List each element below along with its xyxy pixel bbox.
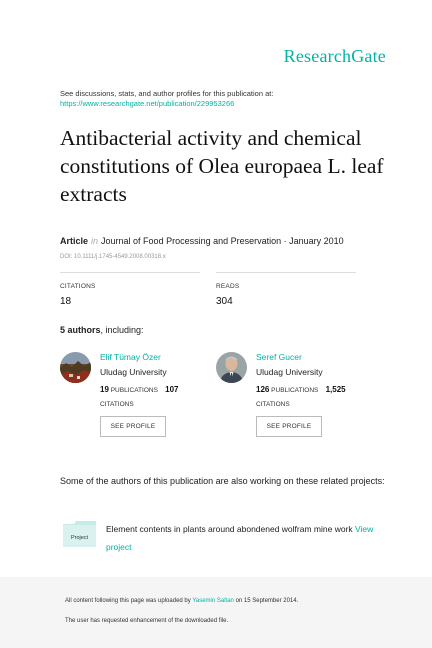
authors-suffix: , including: (100, 325, 144, 335)
see-profile-button[interactable]: SEE PROFILE (256, 416, 322, 437)
upload-note (65, 598, 298, 604)
in-word: in (91, 236, 99, 246)
enhancement-note: The user has requested enhancement of the downloaded file. (65, 618, 229, 624)
uploader-link[interactable]: Yasemin Saltan (192, 598, 234, 604)
publication-doi: DOI: 10.1111/j.1745-4549.2008.00318.x (60, 254, 166, 260)
citations-divider (60, 272, 200, 273)
citations-label: CITATIONS (60, 283, 96, 290)
author-info (256, 352, 376, 437)
publications-label: PUBLICATIONS (271, 387, 319, 394)
project-entry (106, 520, 376, 556)
publications-label: PUBLICATIONS (110, 387, 158, 394)
citations-value: 18 (60, 296, 72, 307)
publication-url-link[interactable]: https://www.researchgate.net/publication/229953266 (60, 99, 235, 108)
footer (0, 577, 432, 648)
author-name[interactable]: Elif Tümay Özer (100, 352, 161, 362)
publication-type: Article (60, 236, 89, 246)
researchgate-logo[interactable]: ResearchGate (283, 46, 386, 66)
publication-title: Antibacterial activity and chemical constitutions of Olea europaea L. leaf extracts (60, 126, 384, 206)
journal-date[interactable]: Journal of Food Processing and Preservation · January 2010 (101, 236, 344, 246)
publications-count: 126 (256, 385, 270, 394)
upload-suffix: on 15 September 2014. (235, 598, 299, 604)
avatar[interactable] (216, 352, 247, 383)
avatar-portrait-photo (216, 352, 247, 383)
related-projects-heading: Some of the authors of this publication are also working on these related projects: (60, 476, 385, 486)
project-title: Element contents in plants around abondened wolfram mine work (106, 524, 353, 534)
discussion-note (60, 89, 273, 109)
authors-count: 5 authors (60, 325, 101, 335)
reads-value: 304 (216, 296, 233, 307)
see-profile-button[interactable]: SEE PROFILE (100, 416, 166, 437)
author-citations-count: 1,525 (325, 385, 346, 394)
reads-divider (216, 272, 356, 273)
author-institution: Uludag University (256, 367, 323, 377)
publication-meta (60, 236, 344, 246)
author-stats (100, 383, 220, 412)
view-project-link[interactable]: View project (106, 524, 374, 552)
avatar-landscape-photo (60, 352, 91, 383)
author-institution: Uludag University (100, 367, 167, 377)
upload-prefix: All content following this page was uploaded by (65, 598, 191, 604)
project-icon-label: Project (70, 535, 89, 541)
author-citations-count: 107 (165, 385, 179, 394)
avatar[interactable] (60, 352, 91, 383)
author-name[interactable]: Seref Gucer (256, 352, 302, 362)
author-info (100, 352, 220, 437)
publications-count: 19 (100, 385, 109, 394)
authors-heading (60, 325, 144, 335)
author-stats (256, 383, 376, 412)
project-folder-icon (63, 521, 96, 547)
author-citations-label: CITATIONS (256, 401, 290, 408)
author-citations-label: CITATIONS (100, 401, 134, 408)
reads-label: READS (216, 283, 240, 290)
discussion-text: See discussions, stats, and author profiles for this publication at: (60, 89, 274, 98)
